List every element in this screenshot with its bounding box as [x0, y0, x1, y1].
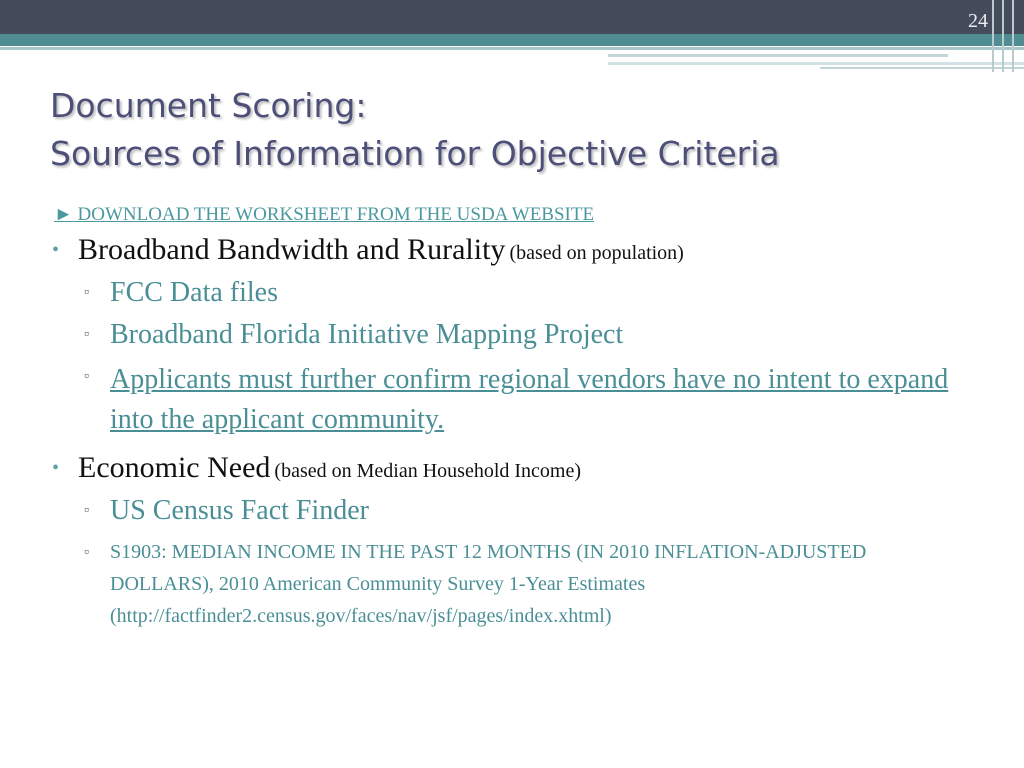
sub-bullet-item	[52, 494, 992, 528]
square-bullet-icon: ▫	[84, 369, 89, 384]
header-rule	[608, 54, 948, 57]
sub-bullet-item	[52, 318, 992, 352]
bullet-dot-icon: •	[52, 457, 60, 479]
bullet-note: (based on population)	[509, 242, 684, 264]
header-band-teal	[0, 34, 1024, 46]
header-rule	[608, 62, 1024, 65]
square-bullet-icon: ▫	[84, 545, 89, 560]
square-bullet-icon: ▫	[84, 285, 89, 300]
header-vertical-rule	[1012, 0, 1014, 72]
bullet-item	[52, 450, 992, 486]
bullet-heading: Broadband Bandwidth and Rurality	[78, 233, 506, 266]
sub-bullet-item	[52, 276, 992, 310]
title-line-2: Sources of Information for Objective Criteria	[50, 134, 780, 173]
header-vertical-rule	[1002, 0, 1004, 72]
sub-bullet-text: S1903: MEDIAN INCOME IN THE PAST 12 MONTHS (IN 2010 INFLATION-ADJUSTED DOLLARS), 2010 American Community Survey 1-Year Estimates (http://factfinder2.census.gov/faces/nav/jsf/pages/index.xhtml)	[110, 541, 867, 627]
bullet-note: (based on Median Household Income)	[274, 460, 582, 482]
square-bullet-icon: ▫	[84, 327, 89, 342]
bullet-heading: Economic Need	[78, 451, 271, 484]
sub-bullet-text: FCC Data files	[110, 277, 278, 308]
sub-bullet-text: Broadband Florida Initiative Mapping Project	[110, 319, 624, 350]
sub-bullet-text: US Census Fact Finder	[110, 495, 369, 526]
bullet-item	[52, 232, 992, 268]
title-line-1: Document Scoring:	[50, 86, 367, 125]
bullet-dot-icon: •	[52, 239, 60, 261]
header-band-dark	[0, 0, 1024, 34]
header-rule	[0, 47, 1024, 50]
header-vertical-rule	[992, 0, 994, 72]
square-bullet-icon: ▫	[84, 503, 89, 518]
sub-bullet-item	[52, 360, 992, 440]
slide-content	[52, 204, 992, 632]
sub-bullet-item	[52, 536, 992, 632]
slide-title	[50, 82, 780, 178]
vendor-confirmation-link[interactable]: Applicants must further confirm regional vendors have no intent to expand into the applicant community.	[110, 364, 949, 435]
download-worksheet-link[interactable]: ► DOWNLOAD THE WORKSHEET FROM THE USDA WEBSITE	[54, 204, 595, 225]
slide-number: 24	[968, 10, 988, 32]
